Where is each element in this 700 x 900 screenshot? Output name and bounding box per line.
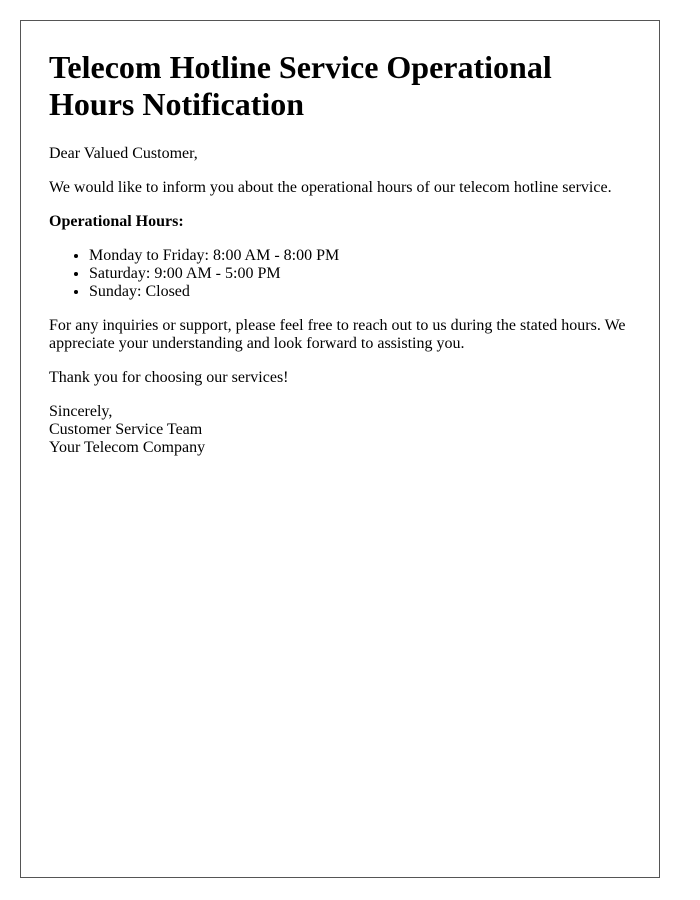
- signature-company: Your Telecom Company: [49, 439, 206, 456]
- hours-list: [49, 247, 631, 301]
- hours-item-saturday: • Saturday: 9:00 AM - 5:00 PM: [89, 265, 631, 283]
- signature-team: Customer Service Team: [49, 421, 203, 438]
- intro-paragraph: We would like to inform you about the operational hours of our telecom hotline service.: [49, 179, 612, 196]
- hours-item-weekdays: • Monday to Friday: 8:00 AM - 8:00 PM: [89, 247, 631, 265]
- thanks-paragraph: Thank you for choosing our services!: [49, 369, 289, 386]
- signature-block: [49, 403, 631, 457]
- support-paragraph: For any inquiries or support, please feel free to reach out to us during the stated hours. We appreciate your understanding and look forward to assisting you.: [49, 317, 626, 352]
- hours-item-sunday: • Sunday: Closed: [89, 283, 631, 301]
- greeting: Dear Valued Customer,: [49, 145, 198, 162]
- hours-heading: Operational Hours:: [49, 213, 184, 230]
- letter-title: Telecom Hotline Service Operational Hours Notification: [49, 49, 552, 122]
- signature-closing: Sincerely,: [49, 403, 113, 420]
- letter-page: [20, 20, 660, 878]
